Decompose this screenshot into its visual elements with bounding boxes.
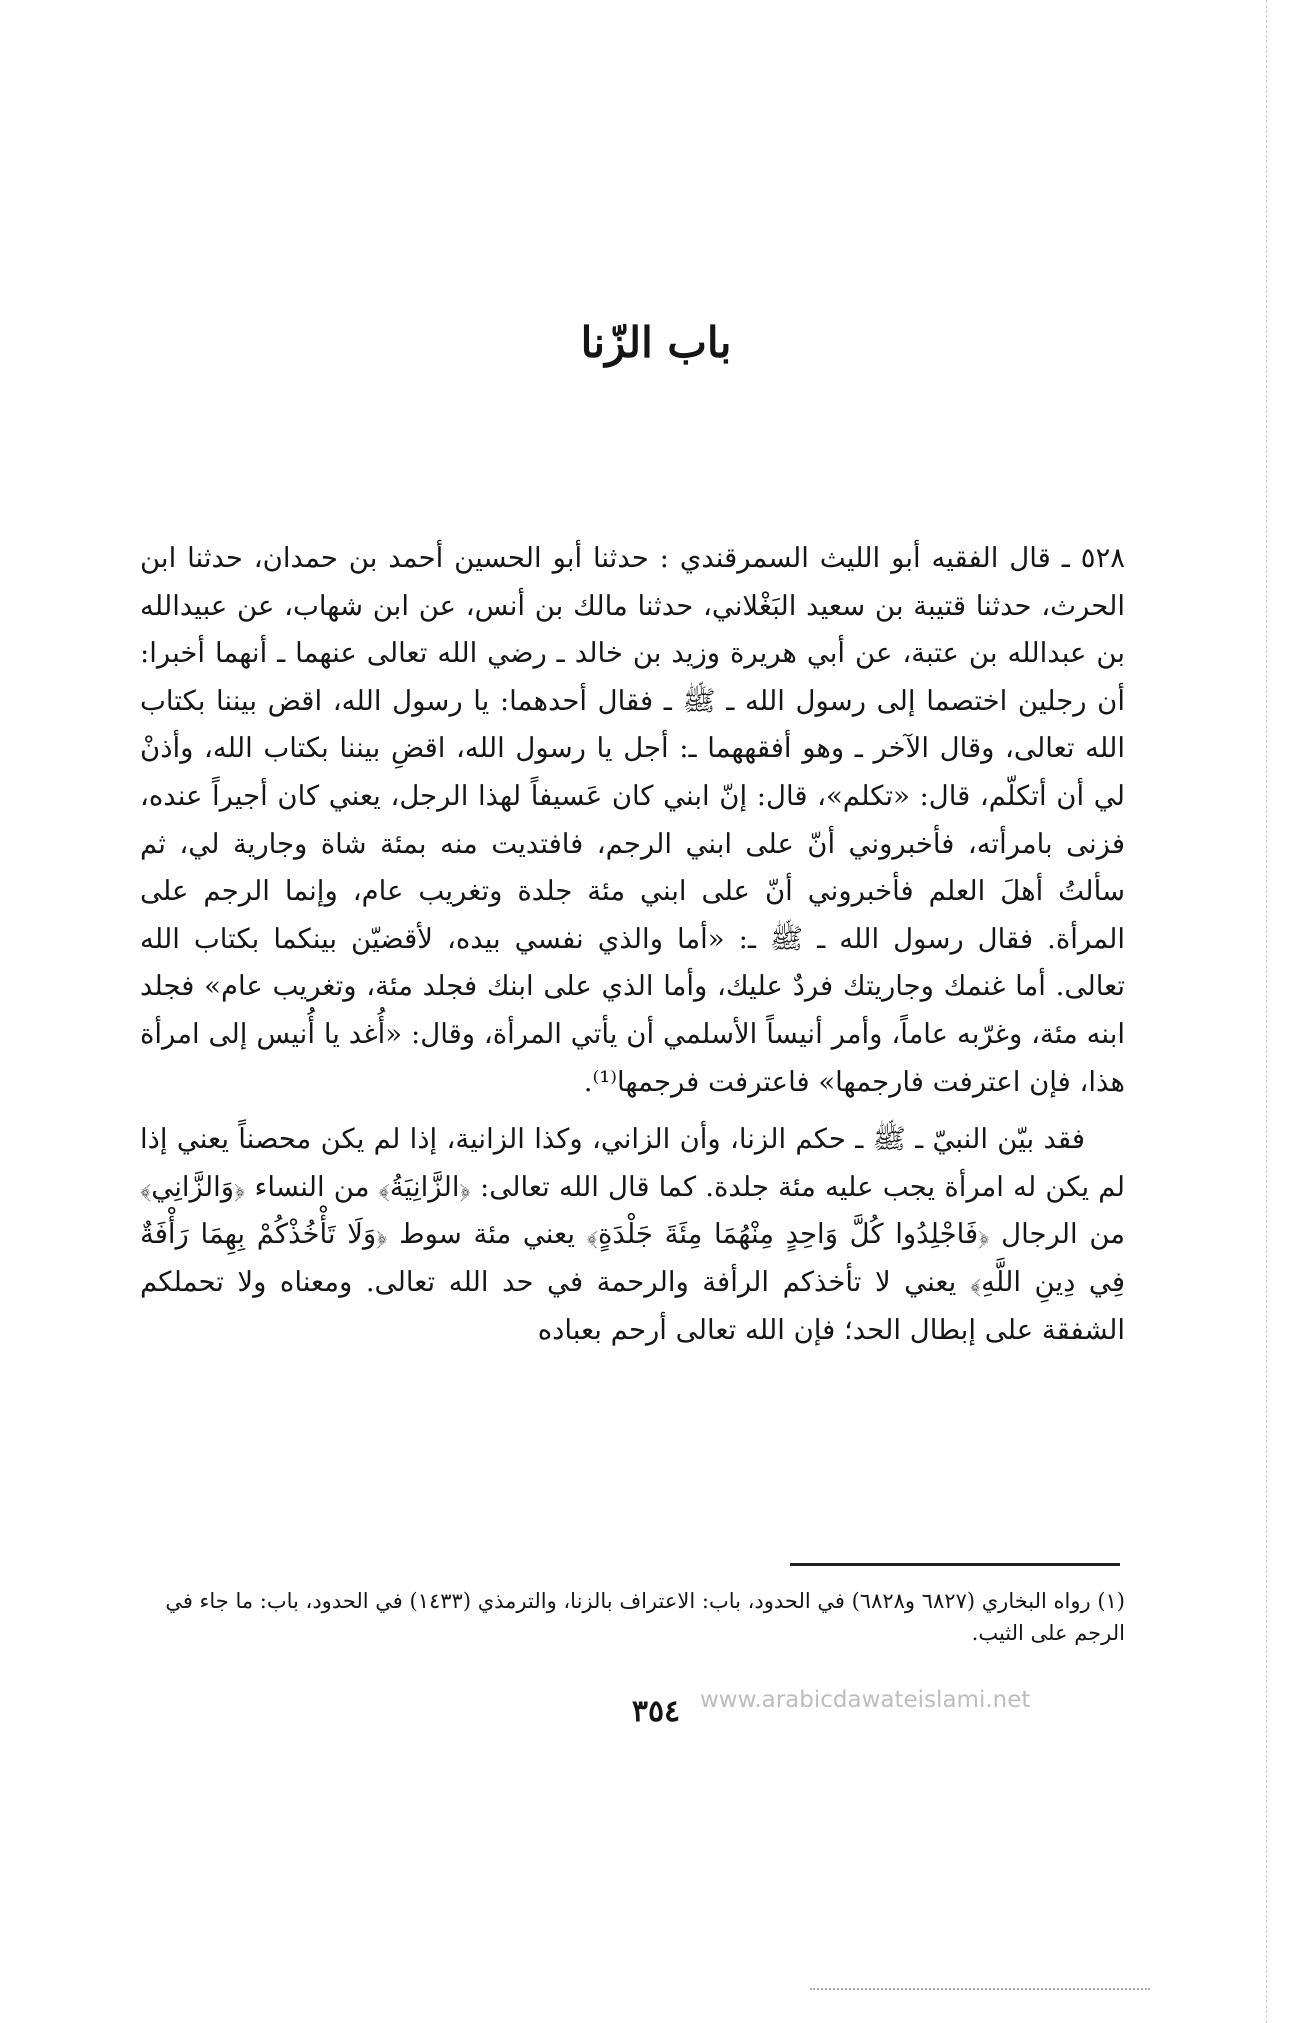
- main-text: [140, 535, 1125, 1354]
- footnote-divider: [790, 1563, 1120, 1566]
- scan-artifact-dots: [810, 1988, 1150, 1993]
- footnote: (١) رواه البخاري (٦٨٢٧ و٦٨٢٨) في الحدود، باب: الاعتراف بالزنا، والترمذي (١٤٣٣) في الحدود، باب: ما جاء في الرجم على الثيب.: [165, 1589, 1125, 1645]
- page-edge-line: [1266, 0, 1268, 2023]
- hadith-paragraph: ٥٢٨ ـ قال الفقيه أبو الليث السمرقندي : حدثنا أبو الحسين أحمد بن حمدان، حدثنا ابن الحرث، حدثنا قتيبة بن سعيد البَغْلاني، حدثنا مالك بن أنس، عن ابن شهاب، عن عبيدالله بن عبدالله بن عتبة، عن أبي هريرة وزيد بن خالد ـ رضي الله تعالى عنهما ـ أنهما أخبرا: أن رجلين اختصما إلى رسول الله ـ ﷺ ـ فقال أحدهما: يا رسول الله، اقض بيننا بكتاب الله تعالى، وقال الآخر ـ وهو أفقههما ـ: أجل يا رسول الله، اقضِ بيننا بكتاب الله، وأذنْ لي أن أتكلّم، قال: «تكلم»، قال: إنّ ابني كان عَسيفاً لهذا الرجل، يعني كان أجيراً عنده، فزنى بامرأته، فأخبروني أنّ على ابني الرجم، فافتديت منه بمئة شاة وجارية لي، ثم سألتُ أهلَ العلم فأخبروني أنّ على ابني مئة جلدة وتغريب عام، وإنما الرجم على المرأة. فقال رسول الله ـ ﷺ ـ: «أما والذي نفسي بيده، لأقضيّن بينكما بكتاب الله تعالى. أما غنمك وجاريتك فردٌ عليك، وأما الذي على ابنك فجلد مئة، وتغريب عام» فجلد ابنه مئة، وغرّبه عاماً، وأمر أنيساً الأسلمي أن يأتي المرأة، وقال: «أُغد يا أُنيس إلى امرأة هذا، فإن اعترفت فارجمها» فاعترفت فرجمها⁽¹⁾.: [140, 542, 1125, 1098]
- chapter-heading: باب الزّنا: [580, 318, 732, 367]
- watermark: www.arabicdawateislami.net: [700, 1687, 1031, 1713]
- page-number: ٣٥٤: [631, 1694, 681, 1729]
- commentary-paragraph: فقد بيّن النبيّ ـ ﷺ ـ حكم الزنا، وأن الزاني، وكذا الزانية، إذا لم يكن محصناً يعني إذا لم يكن له امرأة يجب عليه مئة جلدة. كما قال الله تعالى: ﴿الزَّانِيَةُ﴾ من النساء ﴿وَالزَّانِي﴾ من الرجال ﴿فَاجْلِدُوا كُلَّ وَاحِدٍ مِنْهُمَا مِئَةَ جَلْدَةٍ﴾ يعني مئة سوط ﴿وَلَا تَأْخُذْكُمْ بِهِمَا رَأْفَةٌ فِي دِينِ اللَّهِ﴾ يعني لا تأخذكم الرأفة والرحمة في حد الله تعالى. ومعناه ولا تحملكم الشفقة على إبطال الحد؛ فإن الله تعالى أرحم بعباده: [140, 1123, 1125, 1346]
